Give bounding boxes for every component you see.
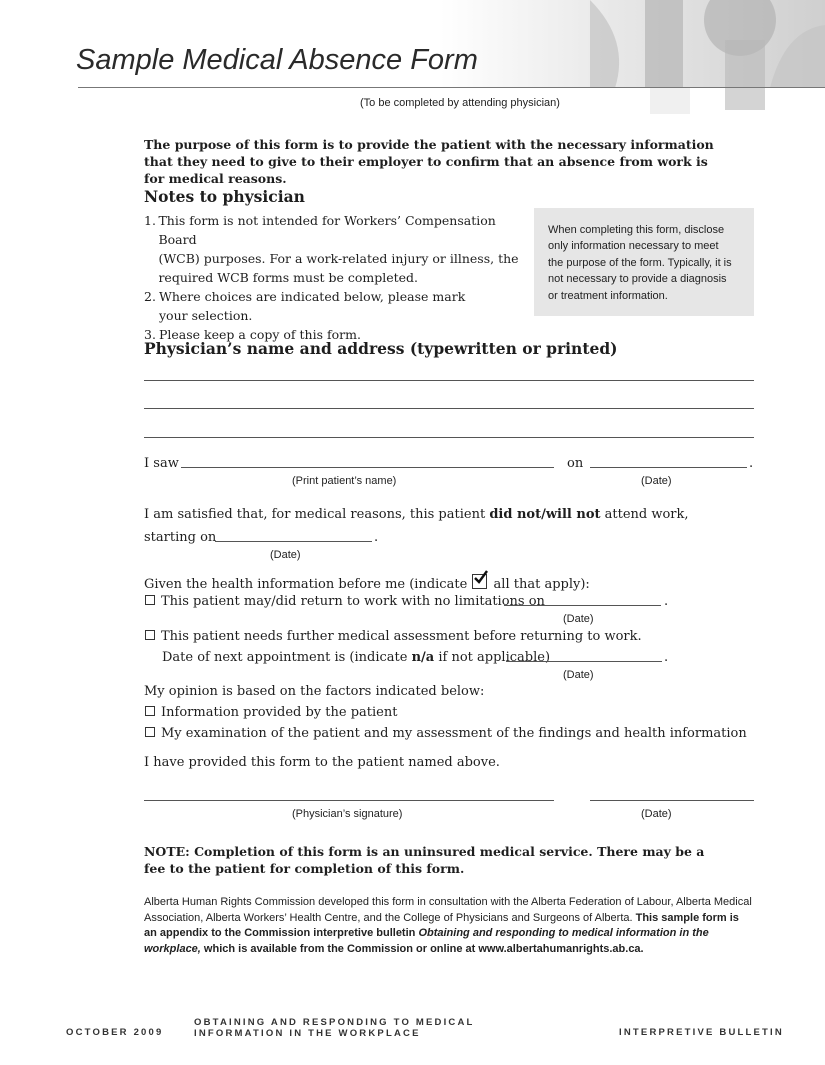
sidebox-line: the purpose of the form. Typically, it is [548, 256, 732, 269]
note-item-2 [144, 287, 524, 325]
did-not-will-not[interactable]: did not/will not [489, 507, 601, 522]
my-examination-label: My examination of the patient and my assessment of the findings and health information [161, 726, 747, 741]
opinion-label: My opinion is based on the factors indicated below: [144, 684, 485, 699]
info-from-patient-checkbox[interactable] [145, 706, 155, 716]
purpose-statement: The purpose of this form is to provide the patient with the necessary information that they need to give to their employer to confirm that an absence from work is for medical reasons. [144, 137, 714, 186]
further-assessment-checkbox[interactable] [145, 630, 155, 640]
notes-list [144, 211, 524, 344]
provided-statement: I have provided this form to the patient named above. [144, 755, 500, 770]
info-from-patient-label: Information provided by the patient [161, 705, 398, 720]
title-rule [78, 87, 825, 88]
footer-bulletin: INTERPRETIVE BULLETIN [619, 1027, 784, 1038]
return-no-limitations-label: This patient may/did return to work with no limitations on [161, 594, 545, 609]
note-number: 1. [144, 213, 156, 228]
note-item-1 [144, 211, 524, 287]
physician-heading: Physician’s name and address (typewritten or printed) [144, 339, 618, 358]
return-date-caption: (Date) [563, 613, 594, 625]
note-number: 2. [144, 289, 156, 304]
fee-note: NOTE: Completion of this form is an uninsured medical service. There may be a fee to the patient for completion of this form. [144, 844, 705, 876]
sidebox-line: only information necessary to meet [548, 240, 719, 253]
physician-address-line-1[interactable] [144, 380, 754, 381]
health-info-statement: Given the health information before me (indicate all that apply): [144, 574, 590, 592]
footer-date: OCTOBER 2009 [66, 1027, 164, 1038]
note-line: required WCB forms must be completed. [158, 270, 419, 285]
patient-name-caption: (Print patient’s name) [292, 475, 397, 487]
on-label: on [567, 456, 584, 471]
note-number: 3. [144, 327, 156, 342]
checkmark-icon [472, 574, 487, 589]
note-line: This form is not intended for Workers’ Compensation Board [158, 213, 496, 247]
further-assessment-label: This patient needs further medical assessment before returning to work. [161, 629, 642, 644]
starting-period: . [374, 530, 379, 545]
sidebox-line: When completing this form, disclose [548, 224, 725, 236]
physician-address-line-3[interactable] [144, 437, 754, 438]
signature-caption: (Physician’s signature) [292, 808, 403, 820]
saw-period: . [749, 456, 754, 471]
patient-name-field[interactable] [181, 467, 554, 468]
note-line: your selection. [159, 308, 253, 323]
footer-title: OBTAINING AND RESPONDING TO MEDICAL INFORMATION IN THE WORKPLACE [194, 1017, 475, 1039]
note-line: (WCB) purposes. For a work-related injury or illness, the [158, 251, 519, 266]
page-title: Sample Medical Absence Form [76, 44, 478, 76]
return-no-limitations-checkbox[interactable] [145, 595, 155, 605]
note-line: Please keep a copy of this form. [159, 327, 361, 342]
signature-date-caption: (Date) [641, 808, 672, 820]
physician-signature-field[interactable] [144, 800, 554, 801]
sidebox-line: not necessary to provide a diagnosis [548, 273, 727, 286]
sidebox-line: or treatment information. [548, 289, 668, 302]
saw-date-field[interactable] [590, 467, 747, 468]
next-appointment-label: Date of next appointment is (indicate n/a if not applicable) [162, 650, 551, 665]
signature-date-field[interactable] [590, 800, 754, 801]
return-period: . [664, 594, 669, 609]
form-subtitle: (To be completed by attending physician) [360, 97, 560, 109]
next-appointment-date-field[interactable] [506, 661, 662, 662]
starting-date-field[interactable] [215, 541, 372, 542]
return-date-field[interactable] [504, 605, 661, 606]
physician-address-line-2[interactable] [144, 408, 754, 409]
i-saw-label: I saw [144, 456, 179, 471]
note-line: Where choices are indicated below, please mark [159, 289, 466, 304]
my-examination-checkbox[interactable] [145, 727, 155, 737]
satisfied-statement: I am satisfied that, for medical reasons, this patient did not/will not attend work, [144, 507, 689, 522]
notes-heading: Notes to physician [144, 187, 305, 206]
next-appointment-period: . [664, 650, 669, 665]
starting-date-caption: (Date) [270, 549, 301, 561]
starting-on-label: starting on [144, 530, 217, 545]
disclosure-sidebox [534, 208, 754, 316]
saw-date-caption: (Date) [641, 475, 672, 487]
next-appointment-caption: (Date) [563, 669, 594, 681]
credit-paragraph: Alberta Human Rights Commission developed this form in consultation with the Alberta Federation of Labour, Alberta Medical Association, Alberta Workers’ Health Centre, and the College of Physicians and Surgeons of Alberta. This sample form is an appendix to the Commission interpretive bulletin Obtaining and responding to medical information in the workplace, which is available from the Commission or online at www.albertahumanrights.ab.ca. [144, 896, 752, 955]
